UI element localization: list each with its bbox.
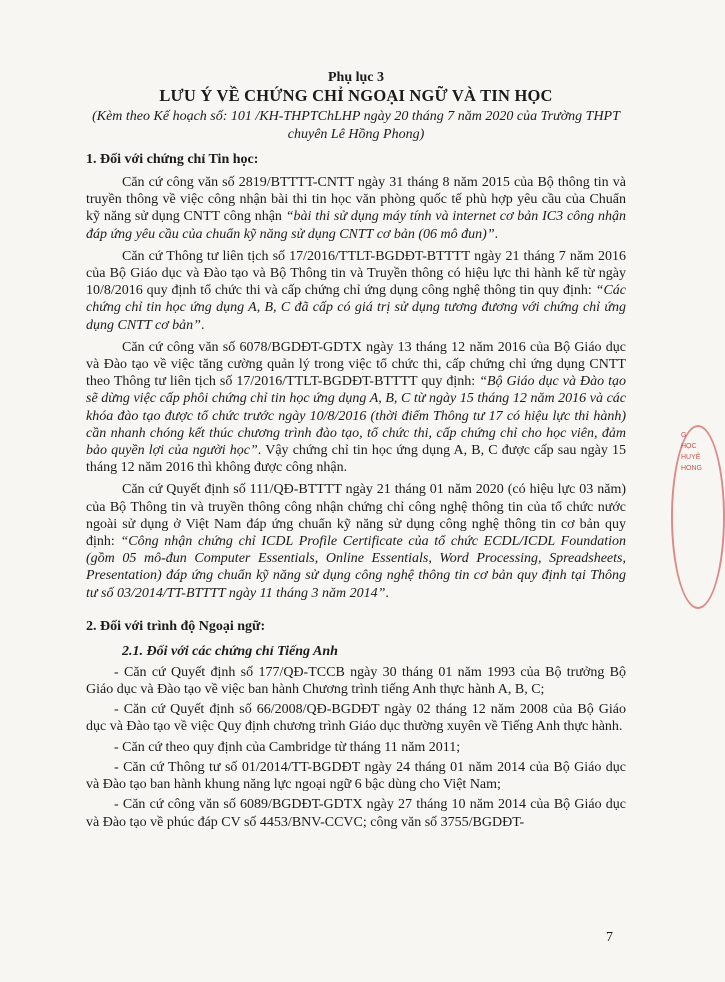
section1-paragraph [86,481,626,601]
document-body [86,70,626,831]
section1-paragraph [86,248,626,334]
section2-heading: 2. Đối với trình độ Ngoại ngữ: [86,618,266,634]
list-item: - Căn cứ Quyết định số 177/QĐ-TCCB ngày 30 tháng 01 năm 1993 của Bộ trưởng Bộ Giáo dục và Đào tạo về việc ban hành Chương trình tiếng Anh thực hành A, B, C; [86,664,626,698]
paragraph-text: Căn cứ Thông tư liên tịch số 17/2016/TTLT-BGDĐT-BTTTT ngày 21 tháng 7 năm 2016 của Bộ Giáo dục và Đào tạo và Bộ Thông tin và Truyền thông có hiệu lực thi hành kể từ ngày 10/8/2016 quy định tổ chức thi và cấp chứng chỉ ứng dụng công nghệ thông tin quy định: [86,248,626,299]
list-item: - Căn cứ công văn số 6089/BGDĐT-GDTX ngày 27 tháng 10 năm 2014 của Bộ Giáo dục và Đào tạo về phúc đáp CV số 4453/BNV-CCVC; công văn số 3755/BGDĐT- [86,797,626,830]
paragraph-tail: . Vậy chứng chỉ tin học ứng dụng A, B, C được cấp sau ngày 15 tháng 12 năm 2016 thì không được công nhận. [86,443,626,476]
seal-stamp-edge [671,425,725,609]
paragraph-quote: “Công nhận chứng chỉ ICDL Profile Certificate của tổ chức ECDL/ICDL Foundation (gồm 05 mô-đun Computer Essentials, Online Essentials, Word Processing, Spreadsheets, Presentation) đáp ứng chuẩn kỹ năng sử dụng công nghệ thông tin cơ bản quy định tại Thông tư số 03/2014/TT-BTTTT ngày 11 tháng 3 năm 2014” [86,534,626,601]
section1-paragraph [86,174,626,243]
section1-heading: 1. Đối với chứng chỉ Tin học: [86,152,259,167]
list-item: - Căn cứ Quyết định số 66/2008/QĐ-BGDĐT ngày 02 tháng 12 năm 2008 của Bộ Giáo dục và Đào tạo về việc Quy định chương trình Giáo dục thường xuyên về Tiếng Anh thực hành. [86,702,626,735]
document-title: LƯU Ý VỀ CHỨNG CHỈ NGOẠI NGỮ VÀ TIN HỌC [159,86,553,105]
seal-stamp-text: G HỌC HUYÊ HONG [681,432,702,472]
section2-subheading: 2.1. Đối với các chứng chỉ Tiếng Anh [122,643,338,659]
appendix-label: Phụ lục 3 [327,70,384,85]
paragraph-tail: . [200,317,205,333]
paragraph-text: Căn cứ công văn số 6078/BGDĐT-GDTX ngày 13 tháng 12 năm 2016 của Bộ Giáo dục và Đào tạo về việc tăng cường quản lý trong việc tổ chức thi, cấp chứng chỉ ứng dụng CNTT theo Thông tư liên tịch số 17/2016/TTLT-BGDĐT-BTTTT quy định: [86,339,626,390]
paragraph-quote: “Bộ Giáo dục và Đào tạo sẽ dừng việc cấp phôi chứng chỉ tin học ứng dụng A, B, C từ ngày 15 tháng 12 năm 2016 và các khóa đào tạo được tổ chức trước ngày 10/8/2016 (thời điểm Thông tư 17 có hiệu lực thi hành) cần nhanh chóng kết thúc chương trình đào tạo, tổ chức thi, cấp chứng chỉ cho học viên, đảm bảo quyền lợi của người học” [86,374,627,459]
paragraph-quote: “Các chứng chỉ tin học ứng dụng A, B, C đã cấp có giá trị sử dụng tương đương với chứng chỉ ứng dụng CNTT cơ bản” [86,283,626,333]
page-number: 7 [606,930,613,945]
section1-paragraph [86,339,626,477]
paragraph-text: Căn cứ công văn số 2819/BTTTT-CNTT ngày 31 tháng 8 năm 2015 của Bộ thông tin và truyền thông về việc công nhận bài thi tin học văn phòng quốc tế phù hợp yêu cầu của Chuẩn kỹ năng sử dụng CNTT công nhận [86,175,626,225]
list-item: - Căn cứ Thông tư số 01/2014/TT-BGDĐT ngày 24 tháng 01 năm 2014 của Bộ Giáo dục và Đào tạo ban hành khung năng lực ngoại ngữ 6 bậc dùng cho Việt Nam; [86,759,626,793]
paragraph-tail: . [385,585,389,601]
paragraph-text: Căn cứ Quyết định số 111/QĐ-BTTTT ngày 21 tháng 01 năm 2020 (có hiệu lực 03 năm) của Bộ Thông tin và truyền thông công nhận chứng chỉ công nghệ thông tin của tổ chức nước ngoài sử dụng ở Việt Nam đáp ứng chuẩn kỹ năng sử dụng công nghệ thông tin cơ bản quy định: [86,482,626,550]
paragraph-quote: “bài thi sử dụng máy tính và internet cơ bản IC3 công nhận đáp ứng yêu cầu của chuẩn kỹ năng sử dụng CNTT cơ bản (06 mô đun)” [86,209,626,242]
document-subtitle: (Kèm theo Kế hoạch số: 101 /KH-THPTChLHP ngày 20 tháng 7 năm 2020 của Trường THPT chuyên Lê Hồng Phong) [92,109,620,142]
paragraph-tail: . [494,226,499,242]
list-item: - Căn cứ theo quy định của Cambridge từ tháng 11 năm 2011; [114,739,461,755]
